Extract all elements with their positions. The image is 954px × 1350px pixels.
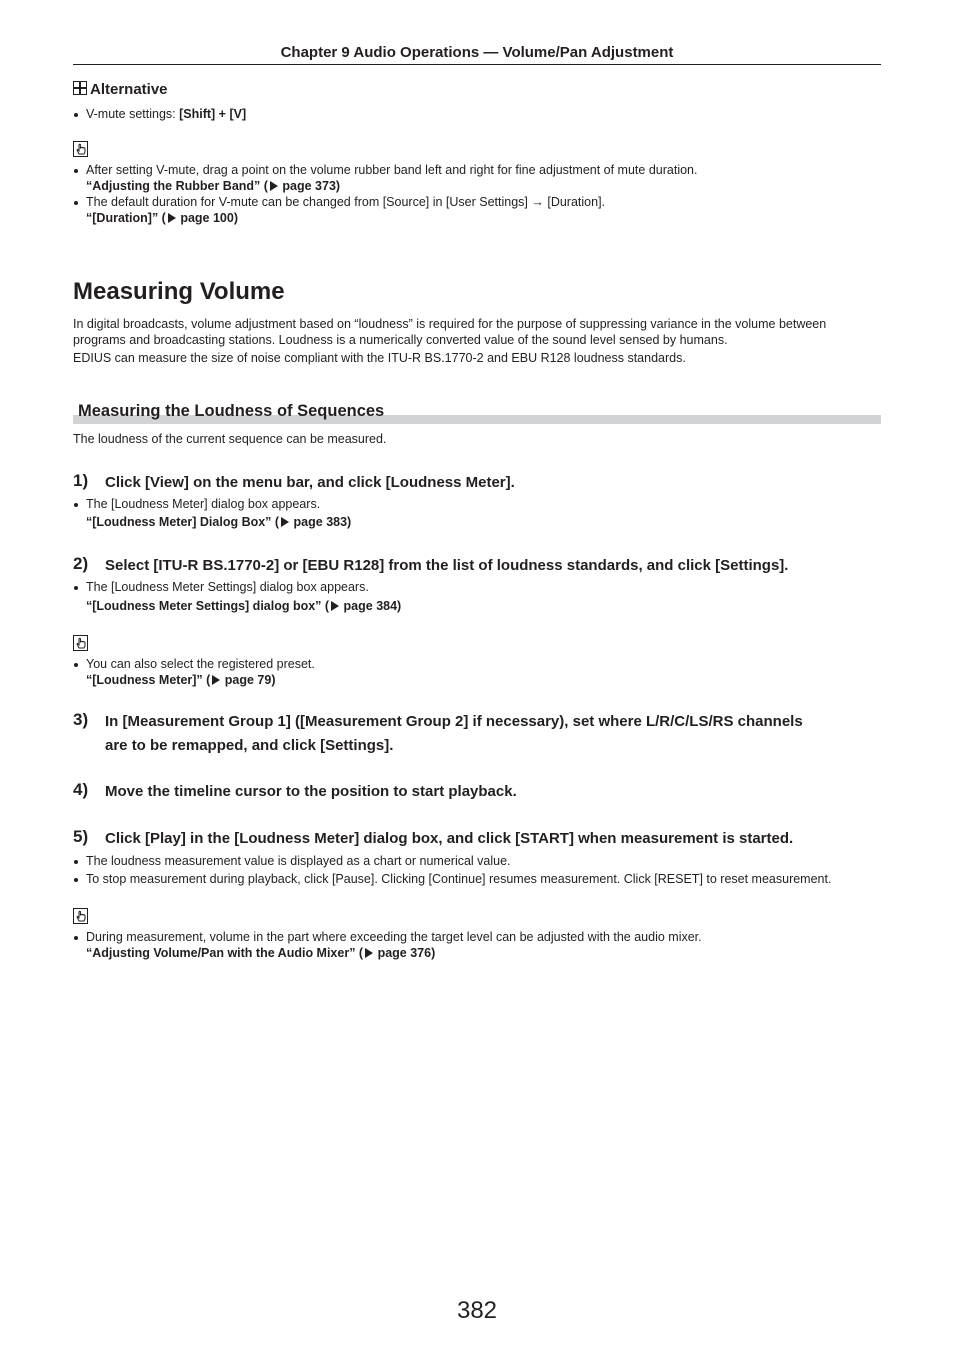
hand-pointer-icon — [73, 635, 88, 651]
bullet-text: V-mute settings: — [86, 107, 180, 121]
step-text: Click [View] on the menu bar, and click [Loudness Meter]. — [105, 474, 515, 491]
step-text: Click [Play] in the [Loudness Meter] dialog box, and click [START] when measurement is started. — [105, 830, 794, 847]
intro-line: programs and broadcasting stations. Loudness is a numerically converted value of the sound level sensed by humans. — [73, 333, 728, 347]
triangle-right-icon — [212, 675, 220, 685]
cross-reference-link[interactable] — [86, 211, 238, 226]
list-item: To stop measurement during playback, click [Pause]. Clicking [Continue] resumes measurement. Click [RESET] to reset measurement. — [73, 872, 831, 887]
ref-label: “[Loudness Meter]” ( — [86, 673, 211, 687]
intro-line: In digital broadcasts, volume adjustment based on “loudness” is required for the purpose of suppressing variance in the volume between — [73, 317, 827, 331]
step-text: Move the timeline cursor to the position to start playback. — [105, 783, 517, 800]
triangle-right-icon — [331, 601, 339, 611]
list-item: You can also select the registered preset. — [73, 657, 315, 672]
ref-label: “[Duration]” ( — [86, 211, 166, 225]
intro-line: EDIUS can measure the size of noise compliant with the ITU-R BS.1770-2 and EBU R128 loudness standards. — [73, 351, 686, 365]
list-item: The [Loudness Meter Settings] dialog box appears. — [73, 580, 369, 595]
list-item: After setting V-mute, drag a point on the volume rubber band left and right for fine adjustment of mute duration. — [73, 163, 697, 178]
list-item: The [Loudness Meter] dialog box appears. — [73, 497, 320, 512]
list-item: The loudness measurement value is displayed as a chart or numerical value. — [73, 854, 511, 869]
step-number: 4) — [73, 780, 89, 799]
cross-reference-link[interactable] — [86, 179, 340, 194]
section-title: Measuring Volume — [73, 278, 285, 305]
subsection-title: Measuring the Loudness of Sequences — [78, 402, 385, 420]
list-item: The default duration for V-mute can be changed from [Source] in [User Settings] → [Duration]. — [73, 195, 605, 210]
hand-pointer-icon — [73, 908, 88, 924]
cross-reference-link[interactable] — [86, 599, 401, 614]
page-number: 382 — [456, 1297, 498, 1324]
list-item: During measurement, volume in the part where exceeding the target level can be adjusted with the audio mixer. — [73, 930, 702, 945]
alternative-title: Alternative — [90, 81, 168, 98]
ref-page: page 373) — [278, 179, 341, 193]
triangle-right-icon — [281, 517, 289, 527]
subsection-intro: The loudness of the current sequence can be measured. — [73, 432, 387, 446]
ref-label: “Adjusting the Rubber Band” ( — [86, 179, 268, 193]
cross-reference-link[interactable] — [86, 515, 351, 530]
ref-label: “[Loudness Meter Settings] dialog box” ( — [86, 599, 330, 613]
triangle-right-icon — [365, 948, 373, 958]
ref-page: page 100) — [176, 211, 238, 225]
ref-page: page 384) — [340, 599, 402, 613]
step-text: are to be remapped, and click [Settings]. — [105, 737, 394, 754]
ref-page: page 376) — [374, 946, 436, 960]
triangle-right-icon — [270, 181, 278, 191]
step-text: In [Measurement Group 1] ([Measurement Group 2] if necessary), set where L/R/C/LS/RS channels — [105, 713, 803, 730]
ref-label: “Adjusting Volume/Pan with the Audio Mixer” ( — [86, 946, 364, 960]
ref-page: page 79) — [221, 673, 276, 687]
cross-reference-link[interactable] — [86, 946, 435, 961]
list-item — [73, 107, 246, 122]
step-number: 2) — [73, 554, 89, 573]
step-number: 3) — [73, 710, 89, 729]
header-rule — [73, 64, 881, 65]
hand-pointer-icon — [73, 141, 88, 157]
shortcut-keys: [Shift] + [V] — [179, 107, 247, 121]
keyboard-icon — [73, 81, 87, 95]
chapter-header: Chapter 9 Audio Operations — Volume/Pan Adjustment — [280, 44, 674, 61]
alternative-heading — [73, 81, 168, 99]
step-number: 5) — [73, 827, 89, 846]
ref-label: “[Loudness Meter] Dialog Box” ( — [86, 515, 280, 529]
step-number: 1) — [73, 471, 89, 490]
triangle-right-icon — [168, 213, 176, 223]
manual-page — [73, 0, 881, 1350]
ref-page: page 383) — [290, 515, 352, 529]
cross-reference-link[interactable] — [86, 673, 276, 688]
step-text: Select [ITU-R BS.1770-2] or [EBU R128] from the list of loudness standards, and click [Settings]. — [105, 557, 789, 574]
